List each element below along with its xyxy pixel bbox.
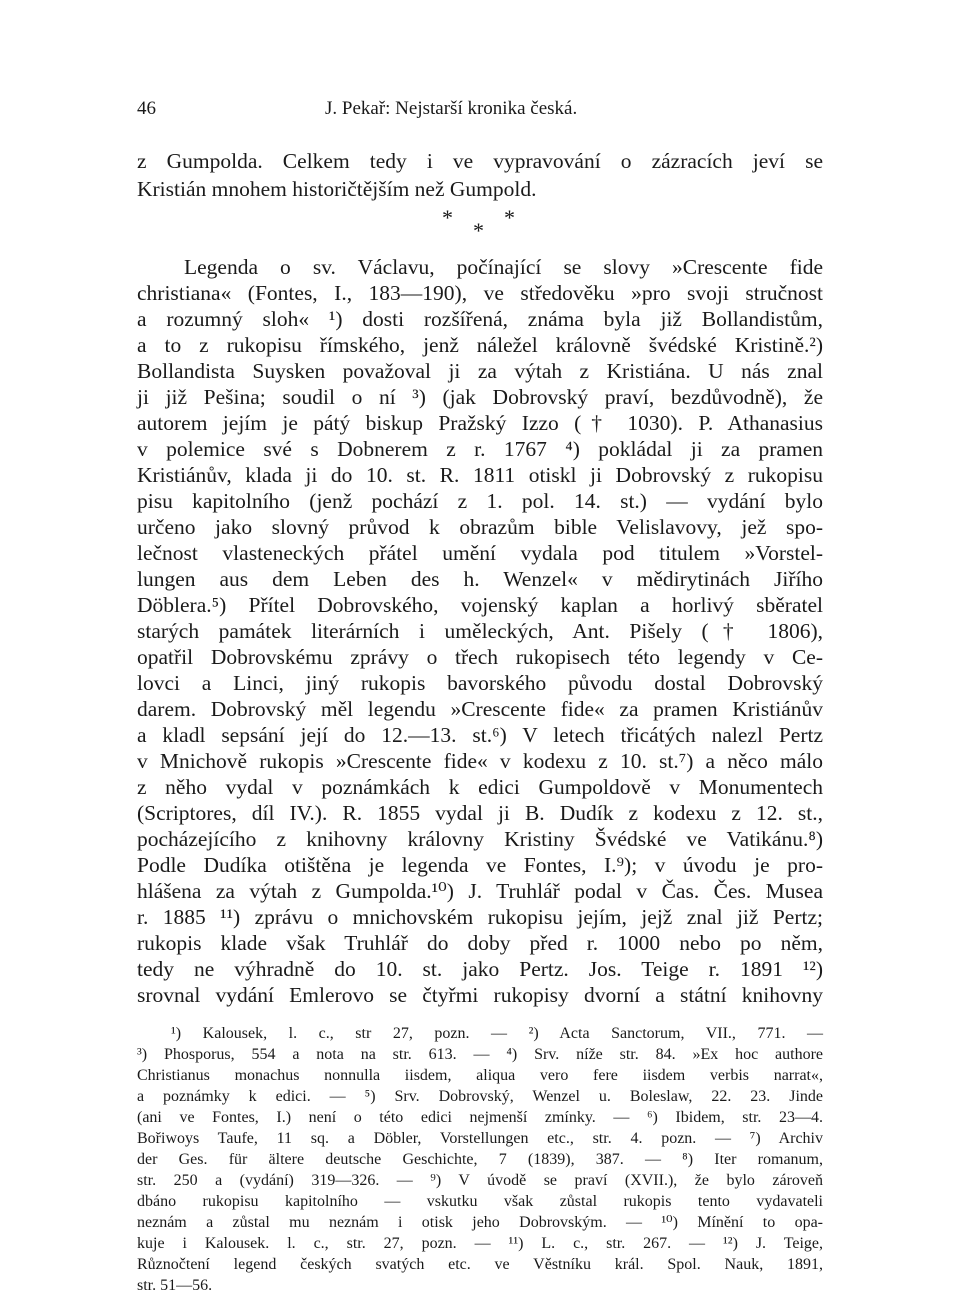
body-line: lungen aus dem Leben des h. Wenzel« v mědirytinách Jiřího bbox=[137, 567, 823, 591]
footnote-line: a poznámky k edici. — ⁵) Srv. Dobrovský, Wenzel u. Boleslaw, 22. 23. Jinde bbox=[137, 1088, 823, 1105]
body-line: v Mnichově rukopis »Crescente fide« v kodexu z 10. st.⁷) a něco málo bbox=[137, 749, 823, 773]
body-line: a kladl sepsání její do 12.—13. st.⁶) V letech třicátých nalezl Pertz bbox=[137, 723, 823, 747]
footnote-line: str. 51—56. bbox=[137, 1277, 213, 1294]
body-line: Bollandista Suysken považoval ji za výtah z Kristiána. U nás znal bbox=[137, 359, 823, 383]
body-line: christiana« (Fontes, I., 183—190), ve středověku »pro svoji stručnost bbox=[137, 281, 823, 305]
footnote-line: der Ges. für ältere deutsche Geschichte, 7 (1839), 387. — ⁸) Iter romanum, bbox=[137, 1151, 823, 1168]
body-line: Döblera.⁵) Přítel Dobrovského, vojenský kaplan a horlivý sběratel bbox=[137, 593, 823, 617]
footnote-line: Různočtení legend českých svatých etc. ve Věstníku král. Spol. Nauk, 1891, bbox=[137, 1256, 823, 1273]
body-line: autorem jejím je pátý biskup Pražský Izzo († 1030). P. Athanasius bbox=[137, 411, 823, 435]
body-line: starých památek literárních i uměleckých, Ant. Pišely († 1806), bbox=[137, 619, 823, 643]
page-header bbox=[137, 98, 823, 122]
body-line: Kristiánův, klada ji do 10. st. R. 1811 otiskl ji Dobrovský z rukopisu bbox=[137, 463, 823, 487]
footnote-line: neznám a zůstal mu neznám i otisk jeho Dobrovským. — ¹⁰) Mínění to opa- bbox=[137, 1214, 823, 1231]
footnote-line: ³) Phosporus, 554 a nota na str. 613. — ⁴) Srv. níže str. 84. »Ex hoc authore bbox=[137, 1046, 823, 1063]
body-line: pocházejícího z knihovny královny Kristiny Švédské ve Vatikánu.⁸) bbox=[137, 827, 823, 851]
section-separator-stars bbox=[440, 205, 540, 245]
body-line: určeno jako slovný průvod k obrazům bible Velislavovy, jež spo- bbox=[137, 515, 823, 539]
footnote-line: Bořiwoys Taufe, 11 sq. a Döbler, Vorstellungen etc., str. 4. pozn. — ⁷) Archiv bbox=[137, 1130, 823, 1147]
footnote-line: kuje i Kalousek. l. c., str. 27, pozn. — ¹¹) L. c., str. 267. — ¹²) J. Teige, bbox=[137, 1235, 823, 1252]
body-line: Kristián mnohem historičtějším než Gumpold. bbox=[137, 177, 537, 201]
body-line: (Scriptores, díl IV.). R. 1855 vydal ji B. Dudík z kodexu z 12. st., bbox=[137, 801, 823, 825]
separator-star: * bbox=[504, 205, 515, 230]
body-line: v polemice své s Dobnerem z r. 1767 ⁴) pokládal ji za pramen bbox=[137, 437, 823, 461]
body-line: z Gumpolda. Celkem tedy i ve vypravování o zázracích jeví se bbox=[137, 149, 823, 173]
running-title: J. Pekař: Nejstarší kronika česká. bbox=[325, 98, 578, 119]
body-line: a rozumný sloh« ¹) dosti rozšířená, známa byla již Bollandistům, bbox=[137, 307, 823, 331]
body-line: tedy ne výhradně do 10. st. jako Pertz. Jos. Teige r. 1891 ¹²) bbox=[137, 957, 823, 981]
body-line: lečnost vlasteneckých přátel umění vydala pod titulem »Vorstel- bbox=[137, 541, 823, 565]
body-line: ji již Pešina; soudil o ní ³) (jak Dobrovský praví, bezdůvodně), že bbox=[137, 385, 823, 409]
separator-star: * bbox=[473, 218, 484, 243]
footnote-line: (ani ve Fontes, I.) není o této edici nejmenší zmínky. — ⁶) Ibidem, str. 23—4. bbox=[137, 1109, 823, 1126]
body-line: r. 1885 ¹¹) zprávu o mnichovském rukopisu jejím, jejž znal již Pertz; bbox=[137, 905, 823, 929]
body-line: opatřil Dobrovskému zprávy o třech rukopisech této legendy v Ce- bbox=[137, 645, 823, 669]
body-line: Podle Dudíka otištěna je legenda ve Fontes, I.⁹); v úvodu je pro- bbox=[137, 853, 823, 877]
body-line: srovnal vydání Emlerovo se čtyřmi rukopisy dvorní a státní knihovny bbox=[137, 983, 823, 1007]
body-line: rukopis klade však Truhlář do doby před r. 1000 nebo po něm, bbox=[137, 931, 823, 955]
body-line: z něho vydal v poznámkách k edici Gumpoldově v Monumentech bbox=[137, 775, 823, 799]
body-line: pisu kapitolního (jenž pochází z 1. pol. 14. st.) — vydání bylo bbox=[137, 489, 823, 513]
footnote-line: dbáno rukopisu kapitolního — vskutku však zůstal rukopis tento vydavateli bbox=[137, 1193, 823, 1210]
body-line: hlášena za výtah z Gumpolda.¹⁰) J. Truhlář podal v Čas. Čes. Musea bbox=[137, 879, 823, 903]
separator-star: * bbox=[442, 205, 453, 230]
body-line: lovci a Linci, jiný rukopis bavorského původu dostal Dobrovský bbox=[137, 671, 823, 695]
body-line: darem. Dobrovský měl legendu »Crescente fide« za pramen Kristiánův bbox=[137, 697, 823, 721]
footnote-line: str. 250 a (vydání) 319—326. — ⁹) V úvodě se praví (XVII.), že bylo zároveň bbox=[137, 1172, 823, 1189]
body-line: a to z rukopisu římského, jenž náležel královně švédské Kristině.²) bbox=[137, 333, 823, 357]
page-number: 46 bbox=[137, 98, 156, 119]
footnote-line: Christianus monachus nonnulla iisdem, aliqua vero fere iisdem verbis narrat«, bbox=[137, 1067, 823, 1084]
body-line: Legenda o sv. Václavu, počínající se slovy »Crescente fide bbox=[184, 255, 823, 279]
footnote-line: ¹) Kalousek, l. c., str 27, pozn. — ²) Acta Sanctorum, VII., 771. — bbox=[171, 1025, 823, 1042]
